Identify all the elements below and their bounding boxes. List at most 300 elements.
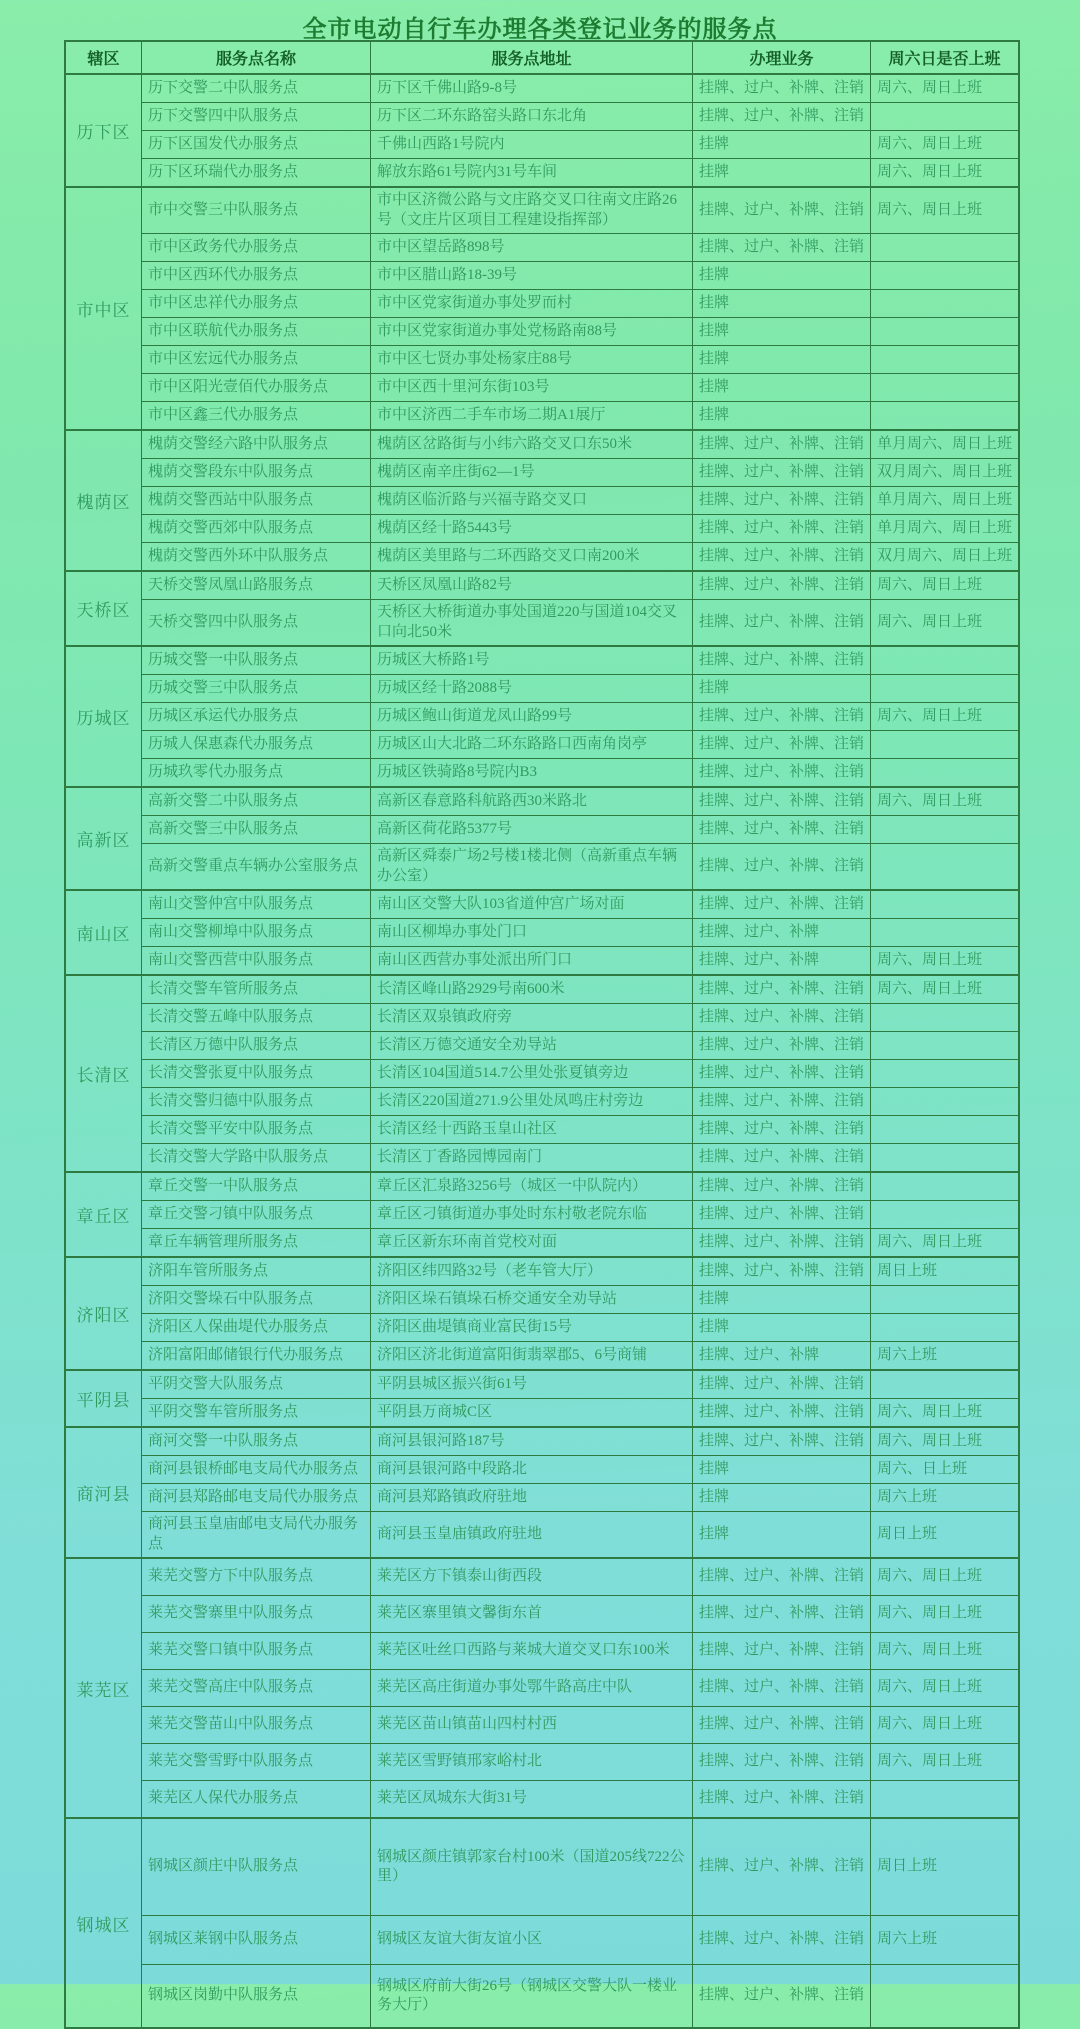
services-offered: 挂牌、过户、补牌 xyxy=(693,919,871,946)
table-row xyxy=(142,600,1018,645)
services-offered: 挂牌、过户、补牌、注销 xyxy=(693,1116,871,1143)
service-point-name: 槐荫交警段东中队服务点 xyxy=(142,459,371,486)
weekend-schedule: 单月周六、周日上班 xyxy=(877,491,1013,508)
table-row xyxy=(142,1314,1018,1342)
services-offered: 挂牌、过户、补牌、注销 xyxy=(693,1596,871,1632)
table-row xyxy=(142,1512,1018,1557)
service-point-address: 商河县银河路187号 xyxy=(371,1428,693,1455)
service-point-name: 莱芜交警高庄中队服务点 xyxy=(142,1670,371,1706)
service-point-address: 市中区济西二手车市场二期A1展厅 xyxy=(371,402,693,429)
service-point-name: 长清交警平安中队服务点 xyxy=(142,1116,371,1143)
weekend-schedule xyxy=(871,374,1018,401)
district-group xyxy=(66,1819,1018,2027)
district-group xyxy=(66,891,1018,976)
table-row xyxy=(142,675,1018,703)
service-point-address: 钢城区颜庄镇郭家台村100米（国道205线722公里） xyxy=(371,1819,693,1915)
services-offered: 挂牌、过户、补牌、注销 xyxy=(693,1004,871,1031)
service-point-name: 历城交警一中队服务点 xyxy=(142,647,371,674)
service-point-address: 南山区西营办事处派出所门口 xyxy=(371,947,693,974)
service-point-name: 莱芜区人保代办服务点 xyxy=(142,1781,371,1817)
weekend-schedule: 双月周六、周日上班 xyxy=(877,547,1013,564)
weekend-schedule xyxy=(871,402,1018,429)
services-offered: 挂牌、过户、补牌、注销 xyxy=(693,543,871,570)
service-point-name: 槐荫交警西站中队服务点 xyxy=(142,487,371,514)
weekend-schedule xyxy=(871,1201,1018,1228)
table-body xyxy=(66,75,1018,2027)
weekend-schedule: 周六、周日上班 xyxy=(877,1716,983,1733)
services-offered: 挂牌、过户、补牌、注销 xyxy=(693,188,871,233)
services-offered: 挂牌、过户、补牌 xyxy=(693,1342,871,1369)
table-row xyxy=(142,103,1018,131)
service-points-table xyxy=(64,40,1020,2029)
service-point-address: 历下区二环东路窑头路口东北角 xyxy=(371,103,693,130)
table-row xyxy=(142,487,1018,515)
services-offered: 挂牌、过户、补牌、注销 xyxy=(693,1032,871,1059)
service-point-name: 商河县玉皇庙邮电支局代办服务点 xyxy=(142,1512,371,1557)
weekend-schedule xyxy=(871,844,1018,889)
weekend-schedule: 周六、周日上班 xyxy=(877,1432,983,1449)
district-group xyxy=(66,647,1018,788)
service-point-address: 长清区104国道514.7公里处张夏镇旁边 xyxy=(371,1060,693,1087)
services-offered: 挂牌、过户、补牌、注销 xyxy=(693,1559,871,1595)
weekend-schedule: 周日上班 xyxy=(877,1262,938,1279)
table-row xyxy=(142,788,1018,816)
weekend-schedule: 周六、周日上班 xyxy=(877,201,983,218)
service-point-name: 市中区阳光壹佰代办服务点 xyxy=(142,374,371,401)
services-offered: 挂牌 xyxy=(693,1484,871,1511)
service-point-address: 莱芜区苗山镇苗山四村村西 xyxy=(371,1707,693,1743)
service-point-name: 商河县银桥邮电支局代办服务点 xyxy=(142,1456,371,1483)
service-point-address: 莱芜区雪野镇邢家峪村北 xyxy=(371,1744,693,1780)
service-point-address: 钢城区友谊大街友谊小区 xyxy=(371,1916,693,1964)
table-row xyxy=(142,543,1018,570)
services-offered: 挂牌 xyxy=(693,290,871,317)
header-cell: 周六日是否上班 xyxy=(888,51,1001,68)
district-rows xyxy=(142,891,1018,974)
service-point-name: 莱芜交警口镇中队服务点 xyxy=(142,1633,371,1669)
service-point-address: 市中区望岳路898号 xyxy=(371,234,693,261)
weekend-schedule: 周六、周日上班 xyxy=(877,1753,983,1770)
table-row xyxy=(142,234,1018,262)
services-offered: 挂牌、过户、补牌、注销 xyxy=(693,1965,871,2027)
table-row xyxy=(142,402,1018,429)
weekend-schedule: 周六、周日上班 xyxy=(877,79,983,96)
service-point-name: 章丘交警一中队服务点 xyxy=(142,1173,371,1200)
table-row xyxy=(142,1965,1018,2027)
weekend-schedule: 周六、周日上班 xyxy=(877,1403,983,1420)
table-row xyxy=(142,75,1018,103)
table-row xyxy=(142,731,1018,759)
table-row xyxy=(142,1032,1018,1060)
service-point-name: 南山交警仲宫中队服务点 xyxy=(142,891,371,918)
district-rows xyxy=(142,188,1018,429)
services-offered: 挂牌、过户、补牌、注销 xyxy=(693,647,871,674)
district-name: 南山区 xyxy=(66,891,142,974)
services-offered: 挂牌 xyxy=(693,159,871,186)
services-offered: 挂牌 xyxy=(693,675,871,702)
district-name: 市中区 xyxy=(66,188,142,429)
service-point-address: 南山区交警大队103省道仲宫广场对面 xyxy=(371,891,693,918)
table-row xyxy=(142,1670,1018,1707)
table-row xyxy=(142,1173,1018,1201)
services-offered: 挂牌 xyxy=(693,1286,871,1313)
district-group xyxy=(66,431,1018,572)
service-point-address: 高新区春意路科航路西30米路北 xyxy=(371,788,693,815)
table-row xyxy=(142,976,1018,1004)
service-point-address: 历城区经十路2088号 xyxy=(371,675,693,702)
table-row xyxy=(142,1060,1018,1088)
service-point-name: 市中区宏远代办服务点 xyxy=(142,346,371,373)
services-offered: 挂牌 xyxy=(693,402,871,429)
district-rows xyxy=(142,1819,1018,2027)
table-row xyxy=(142,1781,1018,1817)
service-point-name: 高新交警重点车辆办公室服务点 xyxy=(142,844,371,889)
services-offered: 挂牌、过户、补牌、注销 xyxy=(693,234,871,261)
weekend-schedule: 周六、周日上班 xyxy=(877,135,983,152)
table-row xyxy=(142,1286,1018,1314)
weekend-schedule xyxy=(871,1173,1018,1200)
service-point-address: 千佛山西路1号院内 xyxy=(371,131,693,158)
weekend-schedule xyxy=(871,731,1018,758)
services-offered: 挂牌、过户、补牌、注销 xyxy=(693,1428,871,1455)
table-row xyxy=(142,1399,1018,1426)
table-row xyxy=(142,431,1018,459)
service-point-address: 槐荫区岔路街与小纬六路交叉口东50米 xyxy=(371,431,693,458)
services-offered: 挂牌、过户、补牌、注销 xyxy=(693,976,871,1003)
weekend-schedule xyxy=(871,816,1018,843)
table-row xyxy=(142,1088,1018,1116)
services-offered: 挂牌 xyxy=(693,1456,871,1483)
weekend-schedule xyxy=(871,1965,1018,2027)
weekend-schedule xyxy=(871,103,1018,130)
table-row xyxy=(142,1428,1018,1456)
district-rows xyxy=(142,1258,1018,1369)
weekend-schedule xyxy=(871,1116,1018,1143)
service-point-name: 莱芜交警寨里中队服务点 xyxy=(142,1596,371,1632)
header-cell: 服务点名称 xyxy=(142,42,371,73)
table-row xyxy=(142,1707,1018,1744)
weekend-schedule xyxy=(871,1314,1018,1341)
table-row xyxy=(142,1559,1018,1596)
service-point-name: 章丘交警刁镇中队服务点 xyxy=(142,1201,371,1228)
table-row xyxy=(142,759,1018,786)
service-point-name: 槐荫交警经六路中队服务点 xyxy=(142,431,371,458)
page-title: 全市电动自行车办理各类登记业务的服务点 xyxy=(302,16,778,43)
service-point-address: 市中区济微公路与文庄路交叉口往南文庄路26号（文庄片区项目工程建设指挥部） xyxy=(371,188,693,233)
weekend-schedule: 单月周六、周日上班 xyxy=(877,519,1013,536)
service-point-address: 莱芜区高庄街道办事处鄂牛路高庄中队 xyxy=(371,1670,693,1706)
services-offered: 挂牌、过户、补牌、注销 xyxy=(693,431,871,458)
weekend-schedule xyxy=(871,1032,1018,1059)
service-point-address: 平阴县城区振兴街61号 xyxy=(371,1371,693,1398)
table-row xyxy=(142,318,1018,346)
service-point-address: 商河县玉皇庙镇政府驻地 xyxy=(371,1512,693,1557)
service-point-address: 莱芜区凤城东大街31号 xyxy=(371,1781,693,1817)
header-cell: 辖区 xyxy=(66,42,142,73)
service-point-name: 市中区西环代办服务点 xyxy=(142,262,371,289)
weekend-schedule xyxy=(871,759,1018,786)
district-name: 长清区 xyxy=(66,976,142,1171)
service-point-address: 商河县银河路中段路北 xyxy=(371,1456,693,1483)
header-cell: 服务点地址 xyxy=(371,42,693,73)
district-name: 槐荫区 xyxy=(66,431,142,570)
service-point-name: 天桥交警四中队服务点 xyxy=(142,600,371,645)
service-point-address: 长清区经十西路玉皇山社区 xyxy=(371,1116,693,1143)
services-offered: 挂牌、过户、补牌、注销 xyxy=(693,1201,871,1228)
service-point-address: 莱芜区吐丝口西路与莱城大道交叉口东100米 xyxy=(371,1633,693,1669)
service-point-name: 济阳区人保曲堤代办服务点 xyxy=(142,1314,371,1341)
weekend-schedule: 周日上班 xyxy=(877,1525,938,1542)
district-name: 商河县 xyxy=(66,1428,142,1557)
services-offered: 挂牌、过户、补牌、注销 xyxy=(693,759,871,786)
service-point-name: 历城玖零代办服务点 xyxy=(142,759,371,786)
services-offered: 挂牌、过户、补牌、注销 xyxy=(693,515,871,542)
service-point-name: 济阳车管所服务点 xyxy=(142,1258,371,1285)
weekend-schedule xyxy=(871,262,1018,289)
services-offered: 挂牌、过户、补牌、注销 xyxy=(693,572,871,599)
service-point-name: 平阴交警车管所服务点 xyxy=(142,1399,371,1426)
service-point-address: 槐荫区南辛庄街62—1号 xyxy=(371,459,693,486)
weekend-schedule xyxy=(871,1004,1018,1031)
service-point-name: 历城人保惠森代办服务点 xyxy=(142,731,371,758)
weekend-schedule xyxy=(871,290,1018,317)
service-point-name: 历下交警四中队服务点 xyxy=(142,103,371,130)
services-offered: 挂牌、过户、补牌、注销 xyxy=(693,103,871,130)
services-offered: 挂牌、过户、补牌、注销 xyxy=(693,1670,871,1706)
district-rows xyxy=(142,431,1018,570)
service-point-address: 市中区党家街道办事处罗而村 xyxy=(371,290,693,317)
district-rows xyxy=(142,1428,1018,1557)
table-row xyxy=(142,572,1018,600)
services-offered: 挂牌、过户、补牌、注销 xyxy=(693,1819,871,1915)
service-point-name: 历下区环瑞代办服务点 xyxy=(142,159,371,186)
service-point-name: 济阳交警垛石中队服务点 xyxy=(142,1286,371,1313)
service-point-address: 市中区西十里河东街103号 xyxy=(371,374,693,401)
services-offered: 挂牌、过户、补牌、注销 xyxy=(693,75,871,102)
table-row xyxy=(142,262,1018,290)
services-offered: 挂牌 xyxy=(693,131,871,158)
weekend-schedule: 周六、日上班 xyxy=(877,1460,968,1477)
service-point-address: 天桥区凤凰山路82号 xyxy=(371,572,693,599)
service-point-name: 高新交警三中队服务点 xyxy=(142,816,371,843)
services-offered: 挂牌、过户、补牌、注销 xyxy=(693,1229,871,1256)
district-name: 历城区 xyxy=(66,647,142,786)
service-point-name: 南山交警柳埠中队服务点 xyxy=(142,919,371,946)
service-point-address: 市中区党家街道办事处党杨路南88号 xyxy=(371,318,693,345)
table-row xyxy=(142,891,1018,919)
service-point-name: 莱芜交警雪野中队服务点 xyxy=(142,1744,371,1780)
weekend-schedule: 周六上班 xyxy=(877,1931,938,1948)
service-point-address: 历城区山大北路二环东路路口西南角岗亭 xyxy=(371,731,693,758)
services-offered: 挂牌、过户、补牌、注销 xyxy=(693,1633,871,1669)
table-row xyxy=(142,1744,1018,1781)
service-point-name: 天桥交警凤凰山路服务点 xyxy=(142,572,371,599)
services-offered: 挂牌 xyxy=(693,1512,871,1557)
table-row xyxy=(142,1342,1018,1369)
services-offered: 挂牌、过户、补牌、注销 xyxy=(693,459,871,486)
district-name: 章丘区 xyxy=(66,1173,142,1256)
weekend-schedule xyxy=(871,647,1018,674)
district-rows xyxy=(142,572,1018,645)
service-point-name: 历下交警二中队服务点 xyxy=(142,75,371,102)
district-name: 天桥区 xyxy=(66,572,142,645)
weekend-schedule: 周六、周日上班 xyxy=(877,1605,983,1622)
weekend-schedule xyxy=(871,919,1018,946)
service-point-address: 章丘区新东环南首党校对面 xyxy=(371,1229,693,1256)
service-point-address: 槐荫区美里路与二环西路交叉口南200米 xyxy=(371,543,693,570)
service-point-name: 槐荫交警西郊中队服务点 xyxy=(142,515,371,542)
weekend-schedule xyxy=(871,1088,1018,1115)
service-point-address: 章丘区刁镇街道办事处时东村敬老院东临 xyxy=(371,1201,693,1228)
service-point-name: 莱芜交警方下中队服务点 xyxy=(142,1559,371,1595)
weekend-schedule: 双月周六、周日上班 xyxy=(877,463,1013,480)
service-point-address: 槐荫区临沂路与兴福寺路交叉口 xyxy=(371,487,693,514)
service-point-address: 长清区220国道271.9公里处凤鸣庄村旁边 xyxy=(371,1088,693,1115)
service-point-address: 槐荫区经十路5443号 xyxy=(371,515,693,542)
service-point-name: 长清交警张夏中队服务点 xyxy=(142,1060,371,1087)
service-point-address: 历城区大桥路1号 xyxy=(371,647,693,674)
district-group xyxy=(66,1371,1018,1428)
services-offered: 挂牌、过户、补牌、注销 xyxy=(693,703,871,730)
service-point-name: 长清交警大学路中队服务点 xyxy=(142,1144,371,1171)
table-row xyxy=(142,1229,1018,1256)
service-point-address: 南山区柳埠办事处门口 xyxy=(371,919,693,946)
district-name: 济阳区 xyxy=(66,1258,142,1369)
table-row xyxy=(142,290,1018,318)
service-point-name: 钢城区颜庄中队服务点 xyxy=(142,1819,371,1915)
service-point-name: 长清交警五峰中队服务点 xyxy=(142,1004,371,1031)
weekend-schedule: 周六、周日上班 xyxy=(877,576,983,593)
services-offered: 挂牌、过户、补牌、注销 xyxy=(693,816,871,843)
weekend-schedule xyxy=(871,675,1018,702)
service-point-name: 市中交警三中队服务点 xyxy=(142,188,371,233)
services-offered: 挂牌、过户、补牌、注销 xyxy=(693,1707,871,1743)
district-rows xyxy=(142,976,1018,1171)
weekend-schedule: 周日上班 xyxy=(877,1858,938,1875)
district-group xyxy=(66,1173,1018,1258)
table-row xyxy=(142,1116,1018,1144)
service-point-name: 章丘车辆管理所服务点 xyxy=(142,1229,371,1256)
weekend-schedule: 周六、周日上班 xyxy=(877,980,983,997)
service-point-name: 商河县郑路邮电支局代办服务点 xyxy=(142,1484,371,1511)
district-group xyxy=(66,188,1018,431)
district-group xyxy=(66,75,1018,188)
district-name: 平阴县 xyxy=(66,1371,142,1426)
service-point-name: 市中区忠祥代办服务点 xyxy=(142,290,371,317)
weekend-schedule: 周六、周日上班 xyxy=(877,1233,983,1250)
district-rows xyxy=(142,1371,1018,1426)
service-point-address: 莱芜区寨里镇文馨街东首 xyxy=(371,1596,693,1632)
table-row xyxy=(142,1201,1018,1229)
header-cell: 办理业务 xyxy=(693,42,871,73)
table-row xyxy=(142,459,1018,487)
services-offered: 挂牌 xyxy=(693,346,871,373)
service-point-name: 槐荫交警西外环中队服务点 xyxy=(142,543,371,570)
service-point-name: 历城区承运代办服务点 xyxy=(142,703,371,730)
table-row xyxy=(142,1258,1018,1286)
services-offered: 挂牌、过户、补牌、注销 xyxy=(693,1258,871,1285)
weekend-schedule: 周六、周日上班 xyxy=(877,792,983,809)
table-row xyxy=(142,188,1018,234)
services-offered: 挂牌、过户、补牌、注销 xyxy=(693,731,871,758)
service-point-address: 历下区千佛山路9-8号 xyxy=(371,75,693,102)
table-row xyxy=(142,947,1018,974)
service-point-name: 莱芜交警苗山中队服务点 xyxy=(142,1707,371,1743)
district-rows xyxy=(142,1559,1018,1817)
district-rows xyxy=(142,75,1018,186)
district-group xyxy=(66,1559,1018,1819)
district-name: 高新区 xyxy=(66,788,142,889)
services-offered: 挂牌、过户、补牌、注销 xyxy=(693,1916,871,1964)
table-row xyxy=(142,346,1018,374)
weekend-schedule xyxy=(871,234,1018,261)
weekend-schedule xyxy=(871,1144,1018,1171)
weekend-schedule xyxy=(871,318,1018,345)
service-point-address: 济阳区济北街道富阳街翡翠郡5、6号商铺 xyxy=(371,1342,693,1369)
weekend-schedule: 周六上班 xyxy=(877,1488,938,1505)
services-offered: 挂牌、过户、补牌、注销 xyxy=(693,1173,871,1200)
service-point-address: 章丘区汇泉路3256号（城区一中队院内） xyxy=(371,1173,693,1200)
service-point-address: 解放东路61号院内31号车间 xyxy=(371,159,693,186)
service-point-name: 市中区鑫三代办服务点 xyxy=(142,402,371,429)
service-point-address: 天桥区大桥街道办事处国道220与国道104交叉口向北50米 xyxy=(371,600,693,645)
weekend-schedule xyxy=(871,1060,1018,1087)
services-offered: 挂牌、过户、补牌、注销 xyxy=(693,788,871,815)
service-point-name: 高新交警二中队服务点 xyxy=(142,788,371,815)
district-rows xyxy=(142,1173,1018,1256)
service-point-address: 商河县郑路镇政府驻地 xyxy=(371,1484,693,1511)
table-row xyxy=(142,1819,1018,1916)
service-point-address: 高新区舜泰广场2号楼1楼北侧（高新重点车辆办公室） xyxy=(371,844,693,889)
district-name: 钢城区 xyxy=(66,1819,142,2027)
service-point-name: 钢城区岗勤中队服务点 xyxy=(142,1965,371,2027)
weekend-schedule: 单月周六、周日上班 xyxy=(877,435,1013,452)
service-point-address: 平阴县万商城C区 xyxy=(371,1399,693,1426)
service-point-name: 南山交警西营中队服务点 xyxy=(142,947,371,974)
service-point-name: 平阴交警大队服务点 xyxy=(142,1371,371,1398)
service-point-address: 钢城区府前大街26号（钢城区交警大队一楼业务大厅） xyxy=(371,1965,693,2027)
services-offered: 挂牌、过户、补牌、注销 xyxy=(693,1744,871,1780)
district-group xyxy=(66,788,1018,891)
services-offered: 挂牌、过户、补牌 xyxy=(693,947,871,974)
service-point-name: 历下区国发代办服务点 xyxy=(142,131,371,158)
service-point-address: 高新区荷花路5377号 xyxy=(371,816,693,843)
district-rows xyxy=(142,788,1018,889)
district-rows xyxy=(142,647,1018,786)
services-offered: 挂牌、过户、补牌、注销 xyxy=(693,1781,871,1817)
services-offered: 挂牌、过户、补牌、注销 xyxy=(693,487,871,514)
table-header-row xyxy=(66,42,1018,75)
service-point-address: 莱芜区方下镇泰山街西段 xyxy=(371,1559,693,1595)
weekend-schedule xyxy=(871,1286,1018,1313)
services-offered: 挂牌、过户、补牌、注销 xyxy=(693,844,871,889)
service-point-address: 济阳区曲堤镇商业富民街15号 xyxy=(371,1314,693,1341)
district-name: 历下区 xyxy=(66,75,142,186)
weekend-schedule: 周六、周日上班 xyxy=(877,707,983,724)
services-offered: 挂牌、过户、补牌、注销 xyxy=(693,1371,871,1398)
weekend-schedule xyxy=(871,1371,1018,1398)
table-row xyxy=(142,159,1018,186)
table-row xyxy=(142,515,1018,543)
services-offered: 挂牌、过户、补牌、注销 xyxy=(693,1088,871,1115)
service-point-address: 济阳区垛石镇垛石桥交通安全劝导站 xyxy=(371,1286,693,1313)
weekend-schedule: 周六、周日上班 xyxy=(877,1642,983,1659)
district-group xyxy=(66,1428,1018,1559)
service-point-name: 长清交警归德中队服务点 xyxy=(142,1088,371,1115)
table-row xyxy=(142,1004,1018,1032)
table-row xyxy=(142,1484,1018,1512)
table-row xyxy=(142,844,1018,889)
